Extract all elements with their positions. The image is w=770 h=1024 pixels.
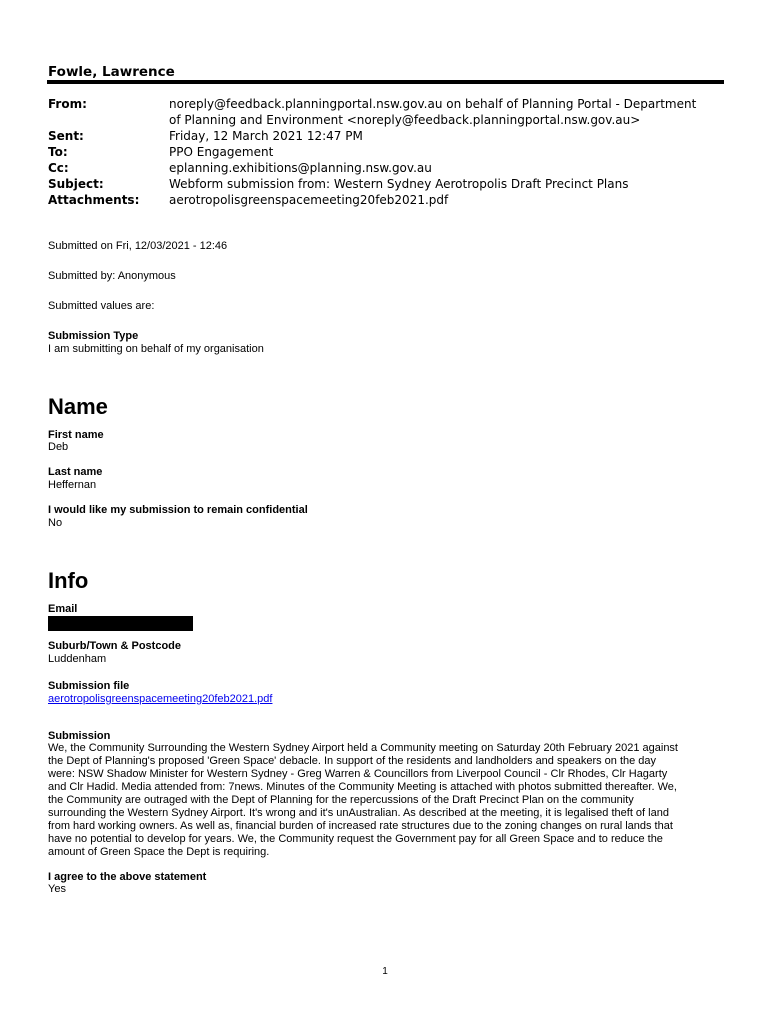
header-attachments [48, 192, 708, 208]
submitted-values: Submitted values are: [48, 299, 155, 312]
header-from [48, 96, 708, 128]
submitted-by: Submitted by: Anonymous [48, 269, 176, 282]
header-cc [48, 160, 708, 176]
agree-value: Yes [48, 883, 66, 896]
submission-line: from hard working owners. As well as, financial burden of increased rate structures due to the zoning changes on rural lands that [48, 819, 673, 832]
header-rule [47, 80, 724, 84]
header-value: noreply@feedback.planningportal.nsw.gov.au on behalf of Planning Portal - Department of Planning and Environment <noreply@feedback.planningportal.nsw.gov.au> [169, 97, 697, 127]
first-name-value: Deb [48, 441, 69, 454]
info-heading: Info [48, 567, 89, 593]
confidential-label: I would like my submission to remain confidential [48, 504, 308, 517]
name-heading: Name [48, 393, 108, 419]
submission-file-label: Submission file [48, 679, 130, 692]
submission-line: surrounding the Western Sydney Airport. It's wrong and it's unAustralian. As described at the meeting, it is legalised theft of land [48, 806, 669, 819]
submission-line: were: NSW Shadow Minister for Western Sydney - Greg Warren & Councillors from Liverpool Council - Clr Rhodes, Clr Hagarty [48, 768, 668, 781]
submission-type-label: Submission Type [48, 329, 139, 342]
submission-body [48, 240, 728, 896]
email-header [48, 96, 708, 208]
submission-file-link[interactable]: aerotropolisgreenspacemeeting20feb2021.pdf [48, 692, 273, 705]
confidential-value: No [48, 517, 63, 530]
header-label: From: [48, 97, 87, 111]
submission-line: have no potential to develop for years. We, the Community request the Government pay for all Green Space and to reduce the [48, 832, 663, 845]
submission-line: amount of Green Space the Dept is requiring. [48, 845, 270, 858]
header-value: Friday, 12 March 2021 12:47 PM [169, 129, 363, 143]
submission-file-row [48, 693, 728, 706]
last-name-value: Heffernan [48, 479, 97, 492]
header-label: Cc: [48, 161, 69, 175]
suburb-value: Luddenham [48, 652, 107, 665]
header-value: aerotropolisgreenspacemeeting20feb2021.pdf [169, 193, 449, 207]
sender-name: Fowle, Lawrence [48, 64, 175, 80]
first-name-label: First name [48, 428, 104, 441]
header-subject [48, 176, 708, 192]
header-label: To: [48, 145, 68, 159]
header-value: PPO Engagement [169, 145, 274, 159]
submission-line: the Dept of Planning's proposed 'Green Space' debacle. In support of the residents and landholders and speakers on the day [48, 755, 657, 768]
header-sent [48, 128, 708, 144]
submission-line: and Clr Hadid. Media attended from: 7news. Minutes of the Community Meeting is attached with photos submitted thereafter. We, [48, 781, 677, 794]
header-label: Sent: [48, 129, 84, 143]
email-label: Email [48, 602, 78, 615]
suburb-label: Suburb/Town & Postcode [48, 639, 182, 652]
submission-label: Submission [48, 729, 111, 742]
redacted-email [48, 616, 193, 631]
agree-label: I agree to the above statement [48, 870, 207, 883]
submission-type-value: I am submitting on behalf of my organisation [48, 342, 264, 355]
page-number: 1 [382, 966, 388, 977]
header-label: Subject: [48, 177, 104, 191]
header-value: eplanning.exhibitions@planning.nsw.gov.au [169, 161, 432, 175]
header-value: Webform submission from: Western Sydney Aerotropolis Draft Precinct Plans [169, 177, 629, 191]
submission-line: We, the Community Surrounding the Western Sydney Airport held a Community meeting on Saturday 20th February 2021 against [48, 742, 678, 755]
submission-line: the Community are outraged with the Dept of Planning for the repercussions of the Draft Precinct Plan on the community [48, 794, 634, 807]
submission-text [48, 742, 728, 858]
header-to [48, 144, 708, 160]
submitted-on: Submitted on Fri, 12/03/2021 - 12:46 [48, 240, 228, 252]
header-label: Attachments: [48, 193, 140, 207]
last-name-label: Last name [48, 466, 103, 479]
